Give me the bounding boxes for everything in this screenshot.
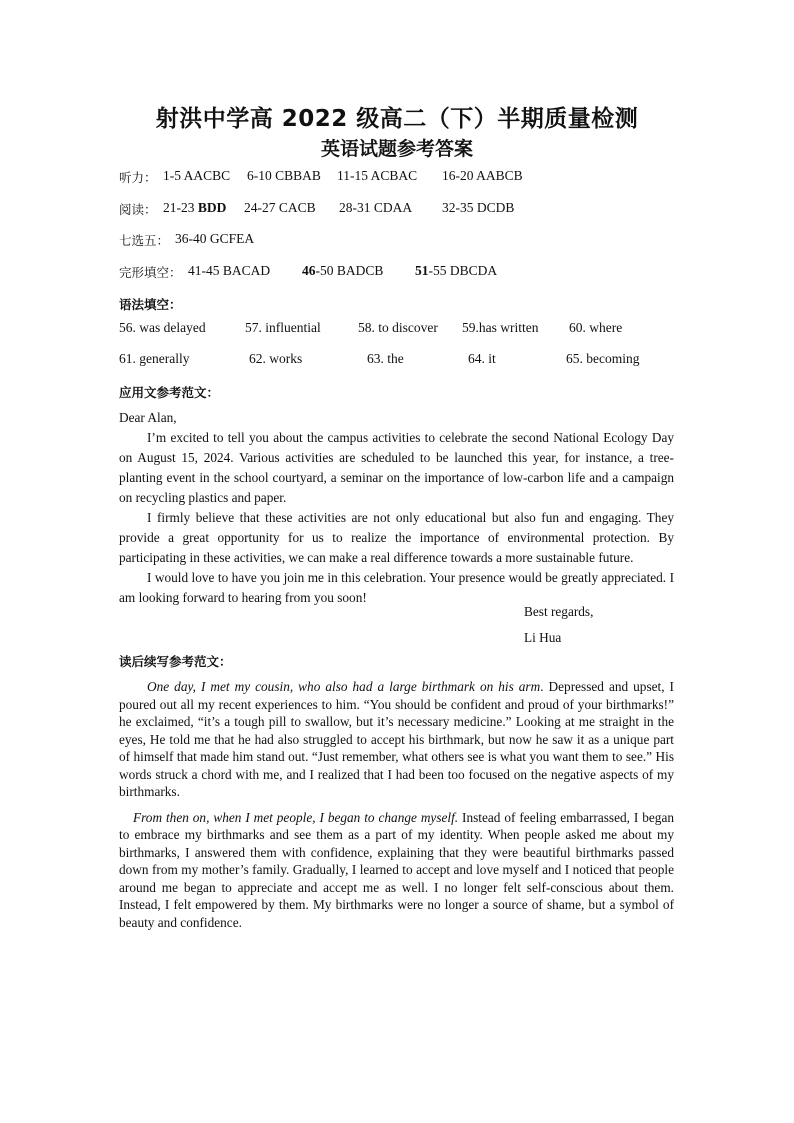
answer-rest: -50 BADCB bbox=[315, 263, 384, 278]
answer-group bbox=[302, 263, 383, 279]
answer-group bbox=[163, 200, 226, 216]
page-title: 射洪中学高 2022 级高二（下）半期质量检测 bbox=[155, 106, 639, 132]
answer-group: 36-40 GCFEA bbox=[175, 231, 255, 246]
letter-greeting: Dear Alan, bbox=[119, 410, 177, 425]
grammar-answer: 63. the bbox=[367, 351, 404, 366]
answer-group: 41-45 BACAD bbox=[188, 263, 271, 278]
cloze-label: 完形填空： bbox=[119, 265, 182, 280]
paragraph-body: . Depressed and upset, I poured out all my recent experiences to him. “You should be confident and proud of your birthmarks!” he exclaimed, “it’s a tough pill to swallow, but it’s necessary medicine.” Looking at me straight in the eyes, He told me that he had also struggled to accept his birthmark, but now he saw it as a unique part of himself that made him stand out. “Just remember, what others see is what you want them to see.” His words struck a chord with me, and I realized that I had been too focused on the negative aspects of my birthmarks. bbox=[119, 679, 674, 799]
listening-answers bbox=[119, 168, 679, 186]
answer-range-bold: 46 bbox=[302, 263, 316, 278]
grammar-answer: 61. generally bbox=[119, 351, 190, 366]
page-subtitle: 英语试题参考答案 bbox=[320, 138, 473, 160]
given-opening-sentence: From then on, when I met people, I began to change myself. bbox=[133, 809, 459, 825]
letter-heading: 应用文参考范文： bbox=[119, 385, 220, 400]
answer-group: 16-20 AABCB bbox=[442, 168, 523, 183]
grammar-answer: 56. was delayed bbox=[119, 320, 206, 335]
answer-letters-bold: BDD bbox=[197, 200, 227, 215]
letter-paragraph: I would love to have you join me in this celebration. Your presence would be greatly appreciated. I am looking forward to hearing from you soon! bbox=[119, 570, 674, 605]
sample-letter bbox=[119, 408, 674, 608]
listening-label: 听力： bbox=[119, 170, 157, 185]
reading-label: 阅读： bbox=[119, 202, 157, 217]
paragraph-body: Instead of feeling embarrassed, I began to embrace my birthmarks and see them as a part of my identity. When people asked me about my birthmarks, I answered them with confidence, explaining that they were beautiful birthmarks passed down from my mother’s family. Gradually, I learned to accept and love myself and I noticed that people around me began to appreciate and accept me as well. I no longer felt self-conscious about them. Instead, I felt empowered by them. My birthmarks were no longer a source of shame, but a symbol of beauty and confidence. bbox=[119, 809, 674, 930]
seven-choose-five-answers bbox=[119, 231, 679, 249]
continuation-paragraph bbox=[119, 809, 674, 932]
answer-group: 24-27 CACB bbox=[244, 200, 316, 215]
answer-group: 6-10 CBBAB bbox=[247, 168, 321, 183]
letter-paragraph: I firmly believe that these activities are not only educational but also fun and engaging. They provide a great opportunity for us to realize the importance of environmental protection. By participating in these activities, we can make a real difference towards a more sustainable future. bbox=[119, 510, 674, 565]
grammar-answer: 57. influential bbox=[245, 320, 321, 335]
grammar-answer: 62. works bbox=[249, 351, 303, 366]
answer-group: 28-31 CDAA bbox=[339, 200, 413, 215]
grammar-answer: 59.has written bbox=[462, 320, 539, 335]
answer-range-bold: 51 bbox=[415, 263, 429, 278]
letter-paragraph: I’m excited to tell you about the campus activities to celebrate the second National Ecology Day on August 15, 2024. Various activities are scheduled to be launched this year, for instance, a tree-planting event in the school courtyard, a seminar on the importance of low-carbon life and a campaign on recycling plastics and paper. bbox=[119, 430, 674, 505]
cloze-answers bbox=[119, 263, 679, 281]
grammar-answer: 58. to discover bbox=[358, 320, 438, 335]
grammar-answer: 64. it bbox=[468, 351, 496, 366]
seven-label: 七选五： bbox=[119, 233, 170, 248]
reading-answers bbox=[119, 200, 679, 218]
continuation-paragraph bbox=[119, 678, 674, 801]
answer-group: 32-35 DCDB bbox=[442, 200, 515, 215]
answer-group: 11-15 ACBAC bbox=[337, 168, 418, 183]
answer-group: 1-5 AACBC bbox=[163, 168, 231, 183]
letter-closing: Best regards, bbox=[524, 604, 594, 619]
grammar-heading: 语法填空： bbox=[119, 297, 182, 312]
given-opening-sentence: One day, I met my cousin, who also had a large birthmark on his arm bbox=[147, 679, 541, 694]
grammar-answer: 65. becoming bbox=[566, 351, 640, 366]
answer-group bbox=[415, 263, 497, 279]
continuation-heading: 读后续写参考范文： bbox=[119, 654, 232, 669]
answer-range: 21-23 bbox=[163, 200, 198, 215]
answer-rest: -55 DBCDA bbox=[428, 263, 498, 278]
grammar-answer: 60. where bbox=[569, 320, 623, 335]
sample-continuation bbox=[119, 678, 674, 931]
letter-signature: Li Hua bbox=[524, 630, 562, 645]
